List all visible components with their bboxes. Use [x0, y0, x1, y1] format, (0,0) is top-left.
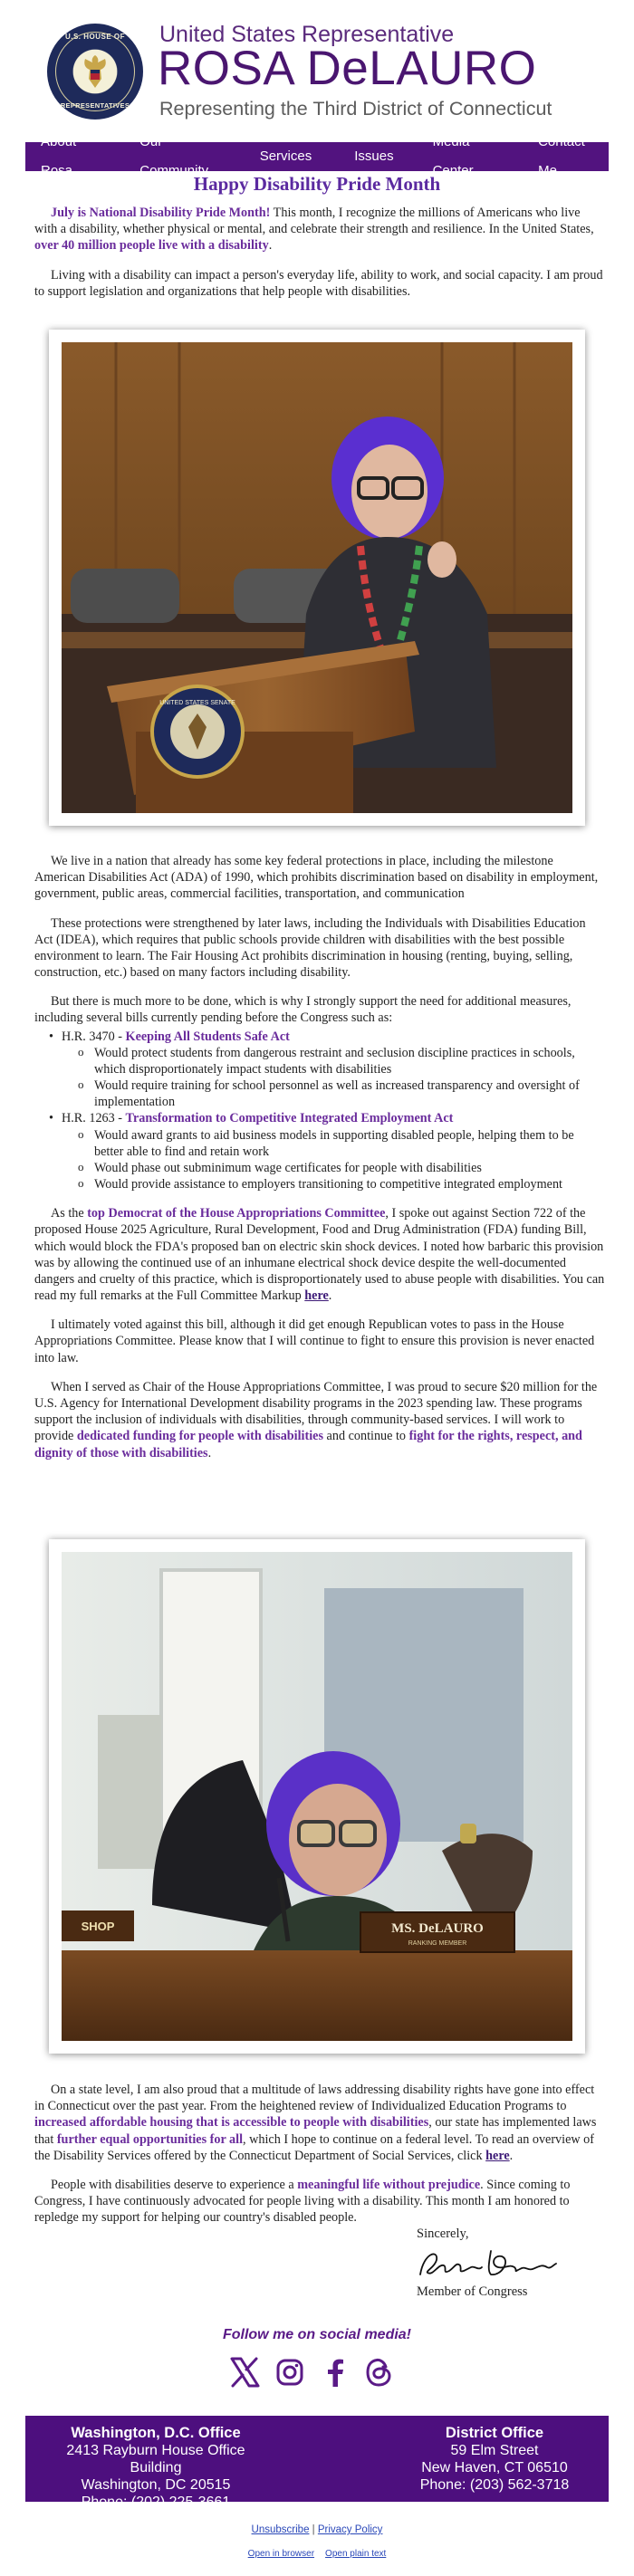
body-paragraph-funding: When I served as Chair of the House Appropriations Committee, I was proud to secure $20 million for the U.S. Agency for International Development disability programs in the 2023 spending law. These programs support the inclusion of individuals with disabilities, through community-based services. I will work to provide dedicated funding for people with disabilities and continue to fight for the rights, respect, and dignity of those with disabilities.	[34, 1379, 598, 1460]
body-paragraph-bills-intro: But there is much more to be done, which is why I strongly support the need for additional measures, including several bills currently pending before the Congress such as:	[34, 994, 572, 1026]
district-office: District Office 59 Elm Street New Haven, CT 06510 Phone: (203) 562-3718	[419, 2425, 570, 2493]
nameplate-subtitle: RANKING MEMBER	[408, 1940, 467, 1947]
facebook-icon[interactable]	[319, 2356, 351, 2389]
main-nav	[25, 134, 609, 178]
body-paragraph-ada: We live in a nation that already has some key federal protections in place, including the milestone American Disabilities Act (ADA) of 1990, which prohibits discrimination based on disability in employment, government, public areas, commercial facilities, transportation, and communication	[34, 854, 599, 902]
nav-contact-me[interactable]: Contact Me	[538, 134, 585, 178]
body-paragraph-appropriations: As the top Democrat of the House Appropriations Committee, I spoke out against Section 722 of the proposed House 2025 Agriculture, Rural Development, Food and Drug Administration (FDA) funding Bill, which would block the FDA's proposed ban on electric skin shock devices. I noted how barbaric this provision was by allowing the continued use of an inhumane electrical shock device despite the well-documented dangers and cruelty of this practice, which is disproportionately used to abuse people with disabilities. You can read my full remarks at the Full Committee Markup here.	[34, 1206, 605, 1304]
nameplate-delauro: MS. DeLAURO	[391, 1921, 484, 1936]
nav-issues[interactable]: Issues	[354, 148, 394, 164]
markup-remarks-link[interactable]: here	[304, 1288, 329, 1304]
podium-photo-image	[62, 342, 572, 813]
photo-committee	[49, 1539, 585, 2054]
closing-paragraph-advocacy: People with disabilities deserve to experience a meaningful life without prejudice. Since coming to Congress, I have continuously advocated for people living with a disability. This month I am honored to repledge my support for helping our country's disabled people.	[34, 2177, 571, 2226]
view-links	[0, 2549, 634, 2561]
closing-paragraph-state: On a state level, I am also proud that a multitude of laws addressing disability rights have gone into effect in Connecticut over the past year. From the heightened review of Individualized Education Programs to increased affordable housing that is accessible to people with disabilities, our state has implemented laws that further equal opportunities for all, which I hope to continue on a federal level. To read an overview of the Disability Services offered by the Connecticut Department of Social Services, click here.	[34, 2083, 597, 2163]
bill-point: o Would provide assistance to employers transitioning to competitive integrated employment	[62, 1176, 605, 1192]
member-of-congress: Member of Congress	[417, 2284, 528, 2299]
intro-section	[34, 205, 605, 312]
nav-about-rosa[interactable]: About Rosa	[41, 134, 77, 178]
bill-point: o Would protect students from dangerous restraint and seclusion discipline practices in schools, which disproportionately impact students with disabilities	[62, 1045, 605, 1077]
open-in-browser-link[interactable]: Open in browser	[247, 2549, 315, 2559]
closing-section	[34, 2082, 605, 2238]
body-section	[34, 853, 605, 1474]
podium-seal-text: UNITED STATES SENATE	[159, 700, 235, 706]
bill-point: o Would award grants to aid business models in supporting disabled people, helping them to be better able to find and retain work	[62, 1127, 605, 1160]
dc-office: Washington, D.C. Office 2413 Rayburn House Office Building Washington, DC 20515 Phone: (202) 225-3661	[66, 2425, 245, 2510]
footer-links: Unsubscribe | Privacy Policy	[251, 2524, 383, 2535]
open-plain-text-link[interactable]: Open plain text	[325, 2549, 387, 2559]
x-icon[interactable]	[228, 2356, 261, 2389]
nav-media-center[interactable]: Media Center	[432, 134, 474, 178]
unsubscribe-link[interactable]: Unsubscribe	[251, 2524, 310, 2535]
bill-item: • H.R. 3470 - Keeping All Students Safe Act o Would protect students from dangerous restraint and seclusion discipline practices in schools, which disproportionately impact students with disabilities o Would require training for school personnel as well as increased transparency and oversight of implementation	[45, 1029, 605, 1111]
follow-heading: Follow me on social media!	[222, 2327, 412, 2342]
footer-offices	[25, 2416, 609, 2510]
header	[25, 16, 614, 125]
rep-name: ROSA DeLAURO	[158, 42, 537, 95]
instagram-icon[interactable]	[274, 2356, 306, 2389]
house-seal-logo: U.S. HOUSE OF REPRESENTATIVES	[47, 24, 143, 120]
privacy-policy-link[interactable]: Privacy Policy	[317, 2524, 383, 2535]
signature-image	[415, 2244, 560, 2284]
sincerely-text: Sincerely,	[417, 2226, 469, 2241]
threads-icon[interactable]	[362, 2356, 395, 2389]
bill-point: o Would require training for school personnel as well as increased transparency and oversight of implementation	[62, 1077, 605, 1110]
nameplate-left: SHOP	[81, 1920, 115, 1933]
intro-paragraph-1: July is National Disability Pride Month! This month, I recognize the millions of Americans who live with a disability, whether physical or mental, and celebrate their strength and resilience. In the United States, over 40 million people live with a disability.	[34, 206, 594, 254]
nav-our-community[interactable]: Our Community	[139, 134, 209, 178]
page-title: Happy Disability Pride Month	[193, 173, 441, 195]
rep-subtitle: Representing the Third District of Connecticut	[159, 98, 552, 120]
social-services-link[interactable]: here	[485, 2148, 510, 2163]
bills-list	[45, 1029, 605, 1193]
body-paragraph-vote: I ultimately voted against this bill, although it did get enough Republican votes to pass in the House Appropriations Committee. Please know that I will continue to fight to ensure this provision is never enacted into law.	[34, 1317, 595, 1365]
photo-podium	[49, 330, 585, 826]
bill-item: • H.R. 1263 - Transformation to Competitive Integrated Employment Act o Would award grants to aid business models in supporting disabled people, helping them to be better able to find and retain work o Would phase out subminimum wage certificates for people with disabilities o Would provide assistance to employers transitioning to competitive integrated employment	[45, 1110, 605, 1192]
rep-title: United States Representative	[159, 22, 455, 47]
nav-services[interactable]: Services	[259, 148, 312, 164]
intro-paragraph-2: Living with a disability can impact a person's everyday life, ability to work, and social capacity. I am proud to support legislation and organizations that help people with disabilities.	[34, 267, 603, 299]
committee-photo-image	[62, 1552, 572, 2041]
bill-point: o Would phase out subminimum wage certificates for people with disabilities	[62, 1160, 605, 1176]
body-paragraph-idea: These protections were strengthened by later laws, including the Individuals with Disabilities Education Act (IDEA), which requires that public schools provide children with disabilities with the best possible environment to learn. The Fair Housing Act prohibits discrimination in housing (renting, buying, selling, construction, etc.) based on many factors including disability.	[34, 915, 586, 981]
eagle-icon	[78, 52, 112, 93]
